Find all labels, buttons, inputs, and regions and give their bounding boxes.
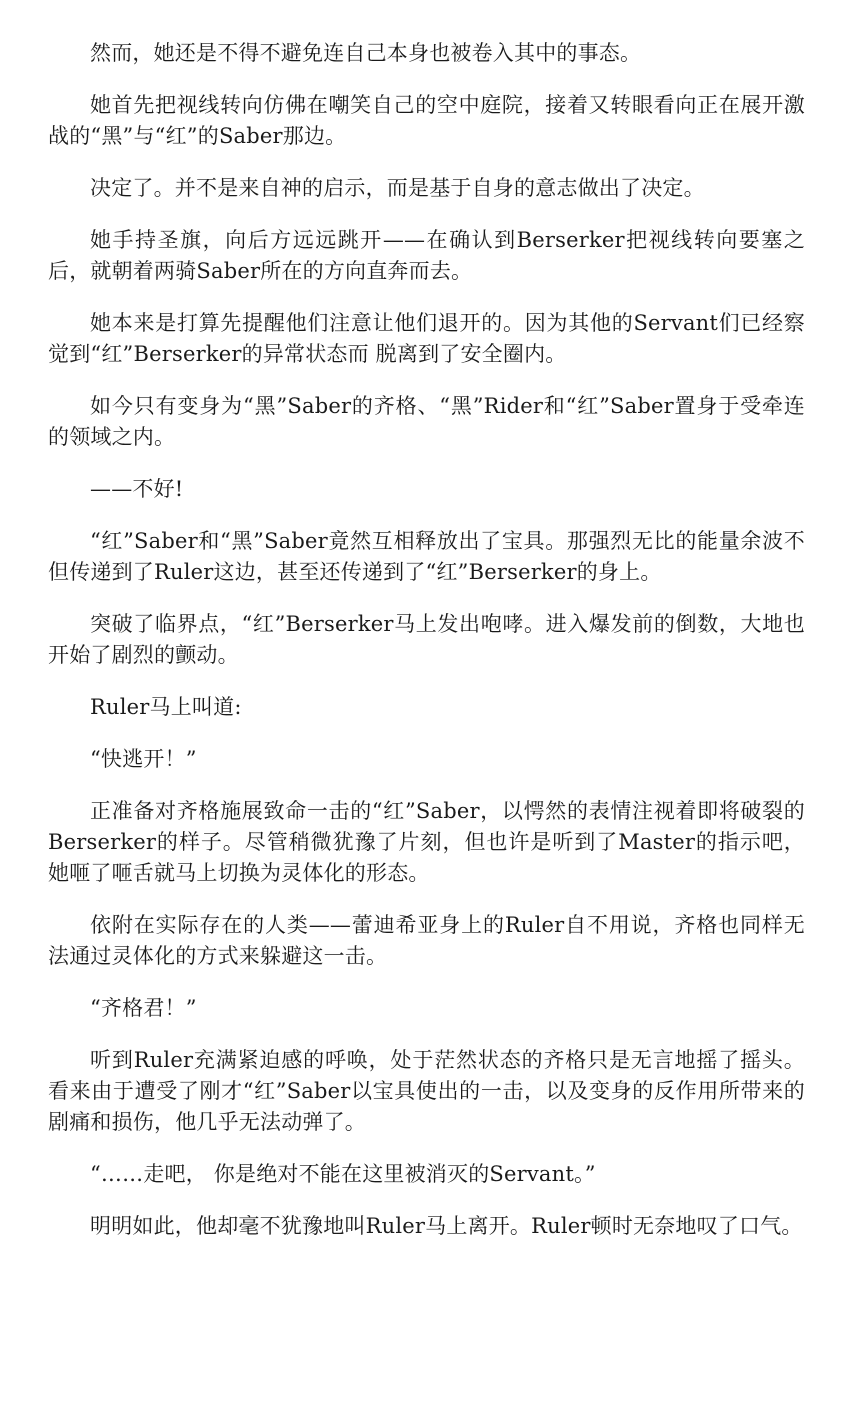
paragraph-6: 如今只有变身为“黑”Saber的齐格、“黑”Rider和“红”Saber置身于受牵连的领域之内。 xyxy=(48,394,805,449)
paragraph-4: 她手持圣旗，向后方远远跳开——在确认到Berserker把视线转向要塞之后，就朝着两骑Saber所在的方向直奔而去。 xyxy=(48,228,805,283)
paragraph-7: ——不好! xyxy=(90,477,184,501)
paragraph-9: 突破了临界点，“红”Berserker马上发出咆哮。进入爆发前的倒数，大地也开始了剧烈的颤动。 xyxy=(48,612,805,667)
paragraph-14: “齐格君！” xyxy=(90,996,197,1020)
paragraph-3: 决定了。并不是来自神的启示，而是基于自身的意志做出了决定。 xyxy=(90,176,705,200)
paragraph-1: 然而，她还是不得不避免连自己本身也被卷入其中的事态。 xyxy=(90,41,642,65)
paragraph-13: 依附在实际存在的人类——蕾迪希亚身上的Ruler自不用说，齐格也同样无法通过灵体化的方式来躲避这一击。 xyxy=(48,913,805,968)
paragraph-8: “红”Saber和“黑”Saber竟然互相释放出了宝具。那强烈无比的能量余波不但传递到了Ruler这边，甚至还传递到了“红”Berserker的身上。 xyxy=(48,529,805,584)
paragraph-17: 明明如此，他却毫不犹豫地叫Ruler马上离开。Ruler顿时无奈地叹了口气。 xyxy=(90,1214,803,1238)
document-page xyxy=(48,38,805,1263)
paragraph-2: 她首先把视线转向仿佛在嘲笑自己的空中庭院，接着又转眼看向正在展开激战的“黑”与“红”的Saber那边。 xyxy=(48,93,805,148)
paragraph-5: 她本来是打算先提醒他们注意让他们退开的。因为其他的Servant们已经察觉到“红”Berserker的异常状态而 脱离到了安全圈内。 xyxy=(48,311,805,366)
paragraph-12: 正准备对齐格施展致命一击的“红”Saber，以愕然的表情注视着即将破裂的Berserker的样子。尽管稍微犹豫了片刻，但也许是听到了Master的指示吧，她咂了咂舌就马上切换为灵体化的形态。 xyxy=(48,799,805,885)
paragraph-16: “……走吧， 你是绝对不能在这里被消灭的Servant。” xyxy=(90,1162,596,1186)
paragraph-15: 听到Ruler充满紧迫感的呼唤，处于茫然状态的齐格只是无言地摇了摇头。看来由于遭受了刚才“红”Saber以宝具使出的一击，以及变身的反作用所带来的剧痛和损伤，他几乎无法动弹了。 xyxy=(48,1048,805,1134)
paragraph-10: Ruler马上叫道: xyxy=(90,695,242,719)
paragraph-11: “快逃开！” xyxy=(90,747,197,771)
